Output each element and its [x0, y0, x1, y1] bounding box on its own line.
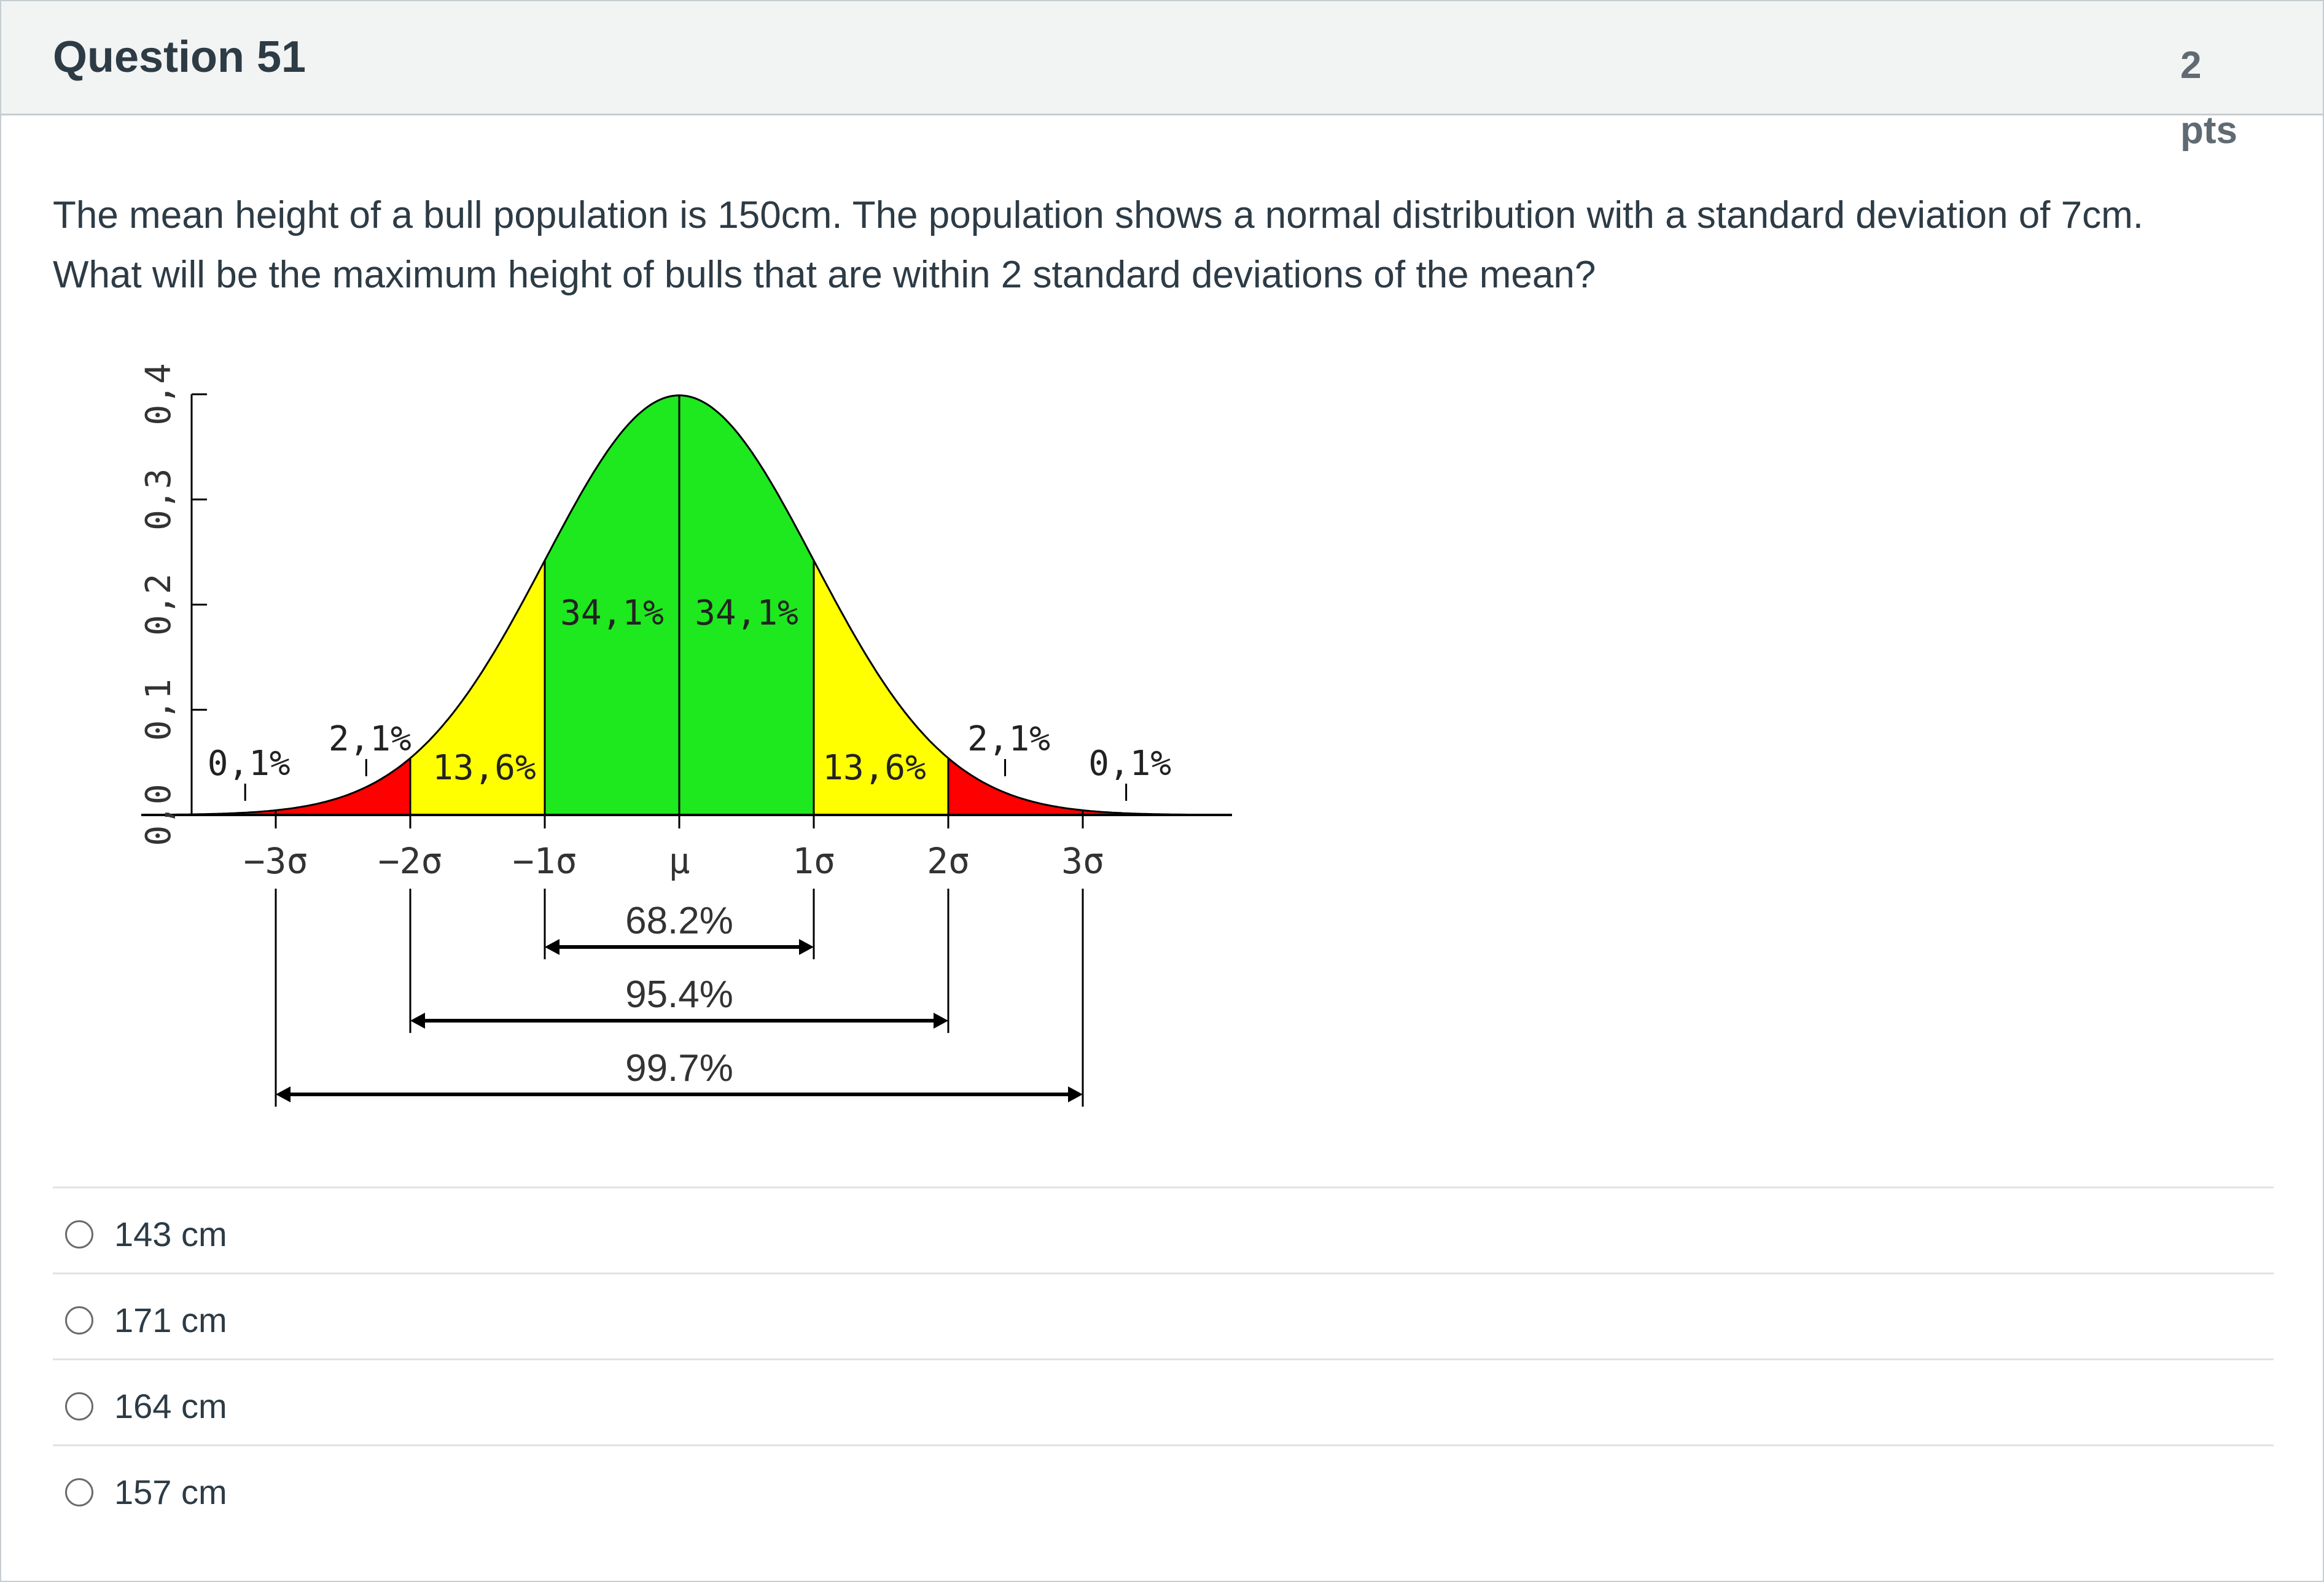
answer-option[interactable] — [53, 1358, 2274, 1445]
range-label: 99.7% — [625, 1047, 733, 1089]
answer-radio[interactable] — [65, 1478, 93, 1506]
x-tick-label: 1σ — [792, 840, 835, 882]
region-percent-label: 34,1% — [560, 593, 664, 633]
answer-label: 143 cm — [114, 1215, 227, 1253]
x-tick-label: −2σ — [378, 840, 443, 882]
range-label: 68.2% — [625, 900, 733, 942]
question-title: Question 51 — [53, 33, 306, 82]
answer-radio[interactable] — [65, 1306, 93, 1335]
x-tick-label: −1σ — [512, 840, 577, 882]
region-fill — [948, 758, 1083, 816]
answer-option[interactable] — [53, 1186, 2274, 1273]
range-arrowhead-right — [799, 939, 814, 955]
range-arrowhead-right — [1068, 1086, 1083, 1102]
x-tick-label: 2σ — [927, 840, 970, 882]
answer-option[interactable] — [53, 1444, 2274, 1531]
region-percent-label: 2,1% — [967, 719, 1050, 759]
x-tick-label: −3σ — [243, 840, 308, 882]
y-tick-label: 0,1 — [139, 679, 179, 741]
answer-label: 171 cm — [114, 1301, 227, 1339]
region-fill — [276, 758, 410, 816]
y-tick-label: 0,4 — [139, 363, 179, 426]
normal-distribution-chart — [53, 345, 1232, 1113]
question-text: The mean height of a bull population is 150cm. The population shows a normal distribution with a standard deviation of 7cm. What will be the maximum height of bulls that are within 2 standard deviations of the mean? — [53, 194, 2143, 296]
answer-option[interactable] — [53, 1272, 2274, 1359]
y-tick-label: 0,3 — [139, 468, 179, 531]
answer-label: 164 cm — [114, 1387, 227, 1425]
range-arrowhead-left — [545, 939, 560, 955]
question-points — [2180, 33, 2272, 163]
region-percent-label: 0,1% — [1088, 744, 1172, 784]
question-header — [1, 1, 2323, 152]
answer-label: 157 cm — [114, 1473, 227, 1511]
y-tick-label: 0,2 — [139, 573, 179, 636]
range-label: 95.4% — [625, 973, 733, 1016]
points-value: 2 — [2180, 44, 2202, 87]
x-tick-label: μ — [668, 840, 690, 882]
region-percent-label: 34,1% — [695, 593, 798, 633]
range-arrowhead-left — [276, 1086, 290, 1102]
points-unit: pts — [2180, 109, 2237, 152]
range-arrowhead-right — [934, 1013, 948, 1029]
chart-ranges — [276, 889, 1083, 1107]
y-tick-label: 0,0 — [139, 784, 179, 846]
answer-radio[interactable] — [65, 1220, 93, 1249]
answer-radio[interactable] — [65, 1392, 93, 1420]
region-percent-label: 13,6% — [432, 748, 536, 788]
chart-regions — [141, 395, 1217, 815]
region-percent-label: 2,1% — [328, 719, 411, 759]
x-tick-label: 3σ — [1061, 840, 1104, 882]
region-percent-label: 0,1% — [207, 744, 290, 784]
region-percent-label: 13,6% — [822, 748, 926, 788]
range-arrowhead-left — [410, 1013, 425, 1029]
